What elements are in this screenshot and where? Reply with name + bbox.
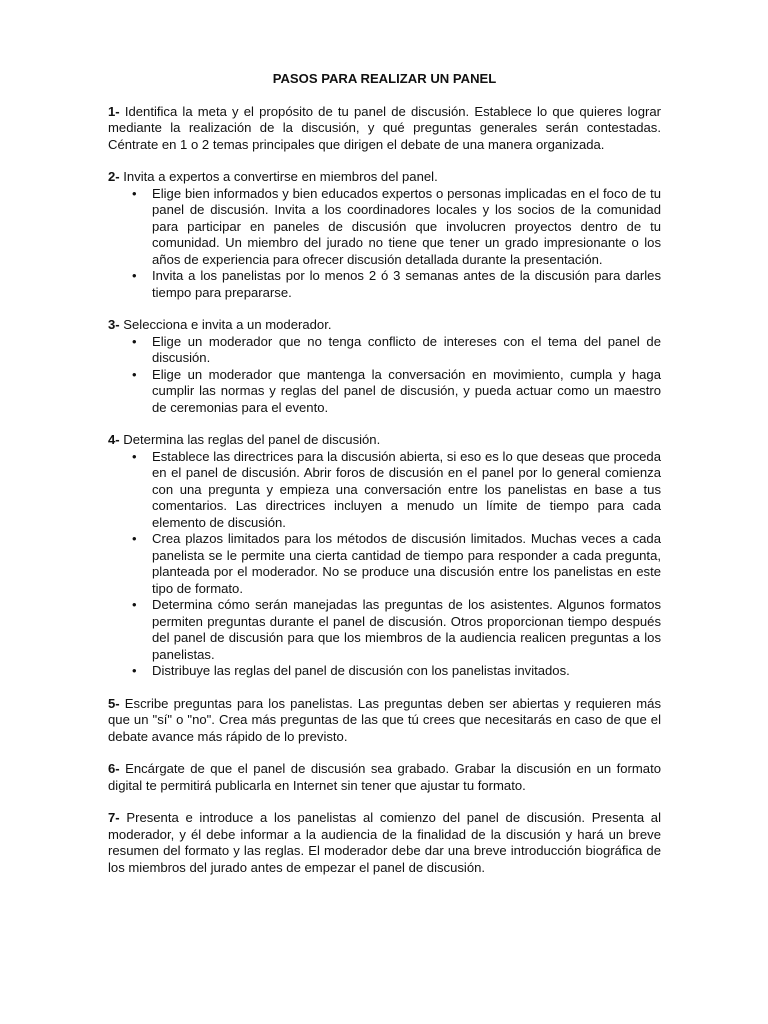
document-page [108,71,661,892]
step-number: 2- [108,169,120,184]
list-item [108,663,661,680]
list-item-text: Establece las directrices para la discusión abierta, si eso es lo que deseas que proceda en el panel de discusión. Abrir foros de discusión en el panel por lo general comienza con una pregunta y empieza una conversación entre los panelistas en base a tus comentarios. Las directrices incluyen a menudo un límite de tiempo para cada elemento de discusión. [152,448,661,530]
step-number: 6- [108,761,120,776]
document-title: PASOS PARA REALIZAR UN PANEL [272,71,497,86]
step-number: 5- [108,695,120,711]
list-item-text: Invita a los panelistas por lo menos 2 ó 3 semanas antes de la discusión para darles tiempo para prepararse. [152,268,661,300]
bullet-icon: • [132,185,137,201]
step-paragraph [108,317,661,334]
list-item [108,531,661,597]
step-paragraph [108,169,661,186]
list-item-text: Elige bien informados y bien educados expertos o personas implicadas en el foco de tu panel de discusión. Invita a los coordinadores locales y los socios de la comunidad para participar en paneles de discusión que involucren proyectos dentro de tu comunidad. Un miembro del jurado no tiene que tener un grado impresionante o los años de experiencia para ofrecer discusión detallada durante la presentación. [152,185,661,267]
step-paragraph [108,696,661,746]
step-paragraph [108,810,661,876]
step-text: Invita a expertos a convertirse en miembros del panel. [119,169,438,184]
bullet-icon: • [132,663,137,678]
step-text: Identifica la meta y el propósito de tu panel de discusión. Establece lo que quieres lograr mediante la realización de la discusión, y qué preguntas generales serán contestadas. Céntrate en 1 o 2 temas principales que dirigen el debate de una manera organizada. [108,103,661,152]
step-paragraph [108,432,661,449]
step-text: Escribe preguntas para los panelistas. Las preguntas deben ser abiertas y requieren más que un "sí" o "no". Crea más preguntas de las que tú crees que necesitarás en caso de que el debate avance más rápido de lo previsto. [108,695,661,744]
list-item-text: Crea plazos limitados para los métodos de discusión limitados. Muchas veces a cada panelista se le permite una cierta cantidad de tiempo para responder a cada pregunta, planteada por el moderador. No se produce una discusión entre los panelistas en este tipo de formato. [152,531,661,596]
list-item [108,367,661,417]
list-item [108,186,661,269]
list-item-text: Elige un moderador que no tenga conflicto de intereses con el tema del panel de discusión. [152,333,661,365]
bullet-icon: • [132,366,137,382]
step-text: Selecciona e invita a un moderador. [119,317,332,332]
step-paragraph [108,104,661,154]
list-item-text: Elige un moderador que mantenga la conversación en movimiento, cumpla y haga cumplir las normas y reglas del panel de discusión, y pueda actuar como un maestro de ceremonias para el evento. [152,366,661,415]
bullet-icon: • [132,448,137,464]
step-number: 7- [108,810,120,825]
step-6 [108,761,661,794]
list-item-text: Distribuye las reglas del panel de discusión con los panelistas invitados. [152,663,570,678]
step-1 [108,104,661,154]
bullet-list [108,186,661,302]
step-7 [108,810,661,876]
step-text: Encárgate de que el panel de discusión sea grabado. Grabar la discusión en un formato digital te permitirá publicarla en Internet sin tener que ajustar tu formato. [108,761,661,793]
list-item [108,334,661,367]
list-item-text: Determina cómo serán manejadas las preguntas de los asistentes. Algunos formatos permiten preguntas durante el panel de discusión. Otros proporcionan tiempo después del panel de discusión para que los miembros de la audiencia realicen preguntas a los panelistas. [152,597,661,662]
list-item [108,449,661,532]
step-number: 1- [108,103,120,119]
list-item [108,268,661,301]
bullet-icon: • [132,531,137,546]
bullet-icon: • [132,597,137,612]
step-text: Presenta e introduce a los panelistas al comienzo del panel de discusión. Presenta al moderador, y él debe informar a la audiencia de la finalidad de la discusión y hará un breve resumen del formato y las reglas. El moderador debe dar una breve introducción biográfica de los miembros del jurado antes de empezar el panel de discusión. [108,810,661,875]
step-number: 4- [108,432,120,447]
bullet-list [108,449,661,680]
step-4 [108,432,661,680]
bullet-icon: • [132,268,137,283]
step-text: Determina las reglas del panel de discusión. [119,432,381,447]
step-5 [108,696,661,746]
step-3 [108,317,661,416]
bullet-list [108,334,661,417]
step-paragraph [108,761,661,794]
step-2 [108,169,661,301]
list-item [108,597,661,663]
bullet-icon: • [132,333,137,349]
step-number: 3- [108,317,120,332]
